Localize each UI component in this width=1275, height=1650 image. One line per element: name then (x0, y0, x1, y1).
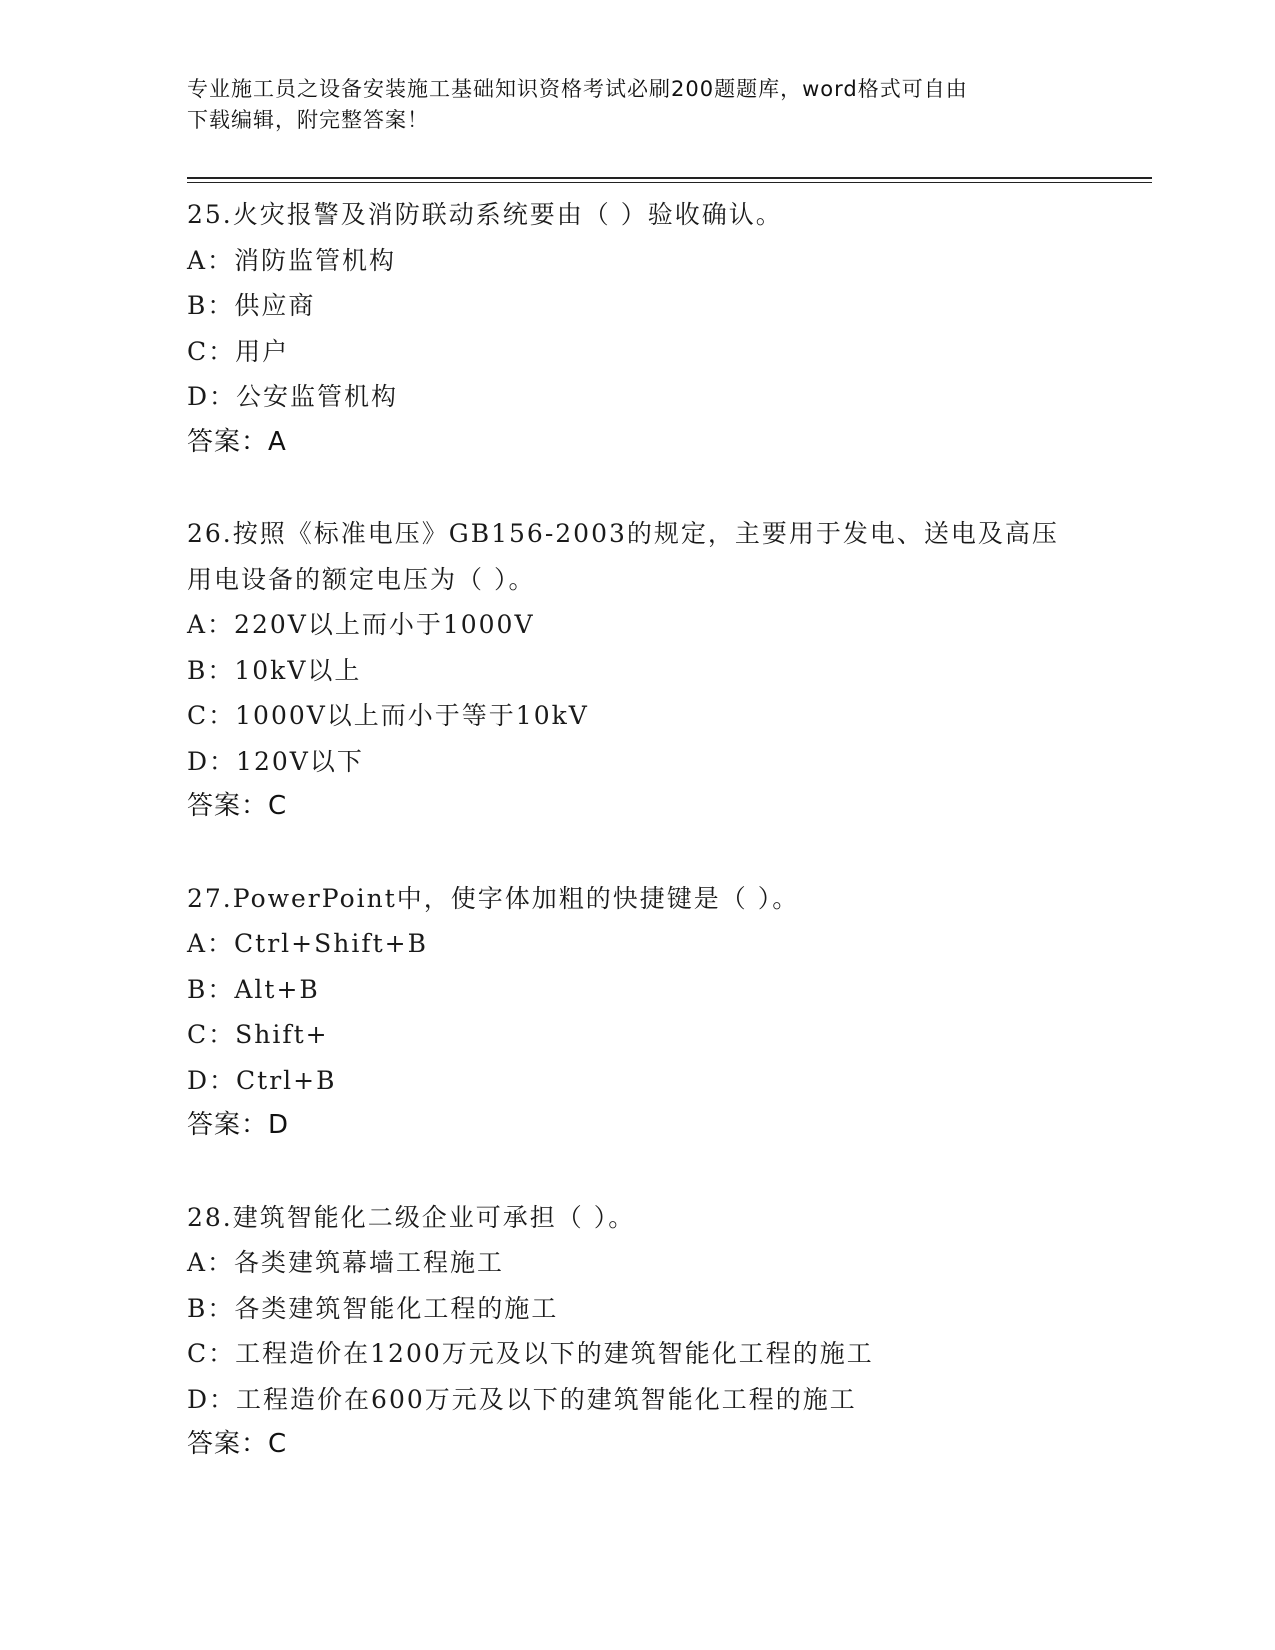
option-c: C：用户 (187, 336, 290, 366)
answer-label: 答案：D (187, 1110, 290, 1140)
option-d: D：公安监管机构 (187, 382, 399, 411)
header-divider-thick (187, 177, 1152, 179)
option-a: A：220V以上而小于1000V (187, 610, 535, 639)
header-divider-thin (187, 182, 1152, 183)
option-b: B：Alt+B (187, 974, 320, 1004)
question-stem-line-2: 用电设备的额定电压为（ ）。 (187, 564, 536, 594)
answer-label: 答案：A (187, 426, 287, 457)
answer-label: 答案：C (187, 791, 288, 821)
question-28 (187, 1195, 1087, 1468)
question-25 (187, 192, 1087, 465)
option-d: D：Ctrl+B (187, 1065, 337, 1095)
question-stem: 28.建筑智能化二级企业可承担（ ）。 (187, 1202, 636, 1232)
option-c: C：1000V以上而小于等于10kV (187, 701, 589, 730)
option-a: A：消防监管机构 (187, 245, 397, 275)
option-b: B：10kV以上 (187, 655, 362, 685)
option-a: A：各类建筑幕墙工程施工 (187, 1248, 505, 1277)
question-27 (187, 876, 1087, 1149)
option-b: B：供应商 (187, 291, 316, 320)
option-a: A：Ctrl+Shift+B (187, 929, 428, 958)
question-stem: 27.PowerPoint中，使字体加粗的快捷键是（ ）。 (187, 883, 800, 913)
question-26 (187, 511, 1087, 830)
option-d: D：120V以下 (187, 746, 364, 776)
option-c: C：工程造价在1200万元及以下的建筑智能化工程的施工 (187, 1339, 874, 1368)
question-stem: 25.火灾报警及消防联动系统要由（ ）验收确认。 (187, 200, 783, 229)
option-b: B：各类建筑智能化工程的施工 (187, 1293, 559, 1323)
option-c: C：Shift+ (187, 1020, 329, 1049)
document-header (187, 74, 1087, 136)
question-list (187, 192, 1087, 1514)
option-d: D：工程造价在600万元及以下的建筑智能化工程的施工 (187, 1384, 857, 1414)
answer-label: 答案：C (187, 1429, 288, 1459)
header-line-2: 下载编辑，附完整答案！ (187, 108, 429, 132)
header-line-1: 专业施工员之设备安装施工基础知识资格考试必刷200题题库，word格式可自由 (187, 77, 968, 101)
question-stem-line-1: 26.按照《标准电压》GB156-2003的规定，主要用于发电、送电及高压 (187, 519, 1059, 548)
